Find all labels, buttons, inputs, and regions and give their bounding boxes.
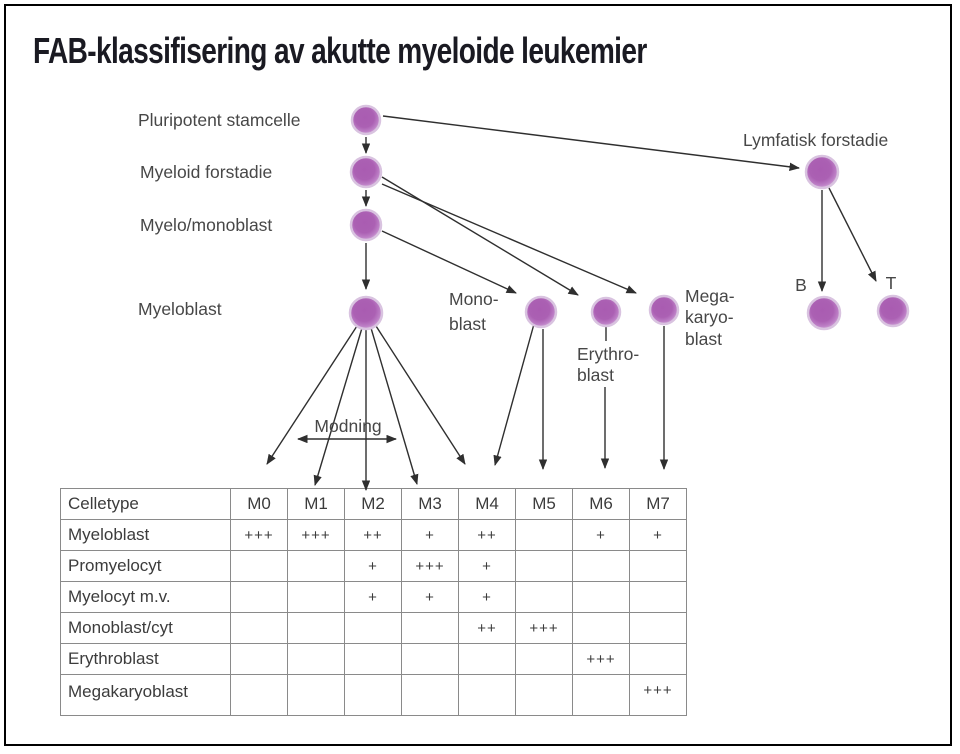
fab-classification-table <box>60 488 687 716</box>
label-modning: Modning <box>314 416 382 436</box>
cell-value: + <box>345 582 402 613</box>
label-erythroblast-line1: Erythro- <box>577 344 640 364</box>
cell-value <box>345 644 402 675</box>
cell-value <box>459 675 516 716</box>
label-megakaryoblast-line1: Mega- <box>685 286 735 306</box>
cell-value <box>345 675 402 716</box>
cell-value <box>231 582 288 613</box>
label-monoblast-line1: Mono- <box>449 289 499 309</box>
label-myeloid-forstadie: Myeloid forstadie <box>140 162 273 182</box>
cell-value: + <box>345 551 402 582</box>
cell-value <box>288 644 345 675</box>
cell-value: + <box>402 520 459 551</box>
row-label: Myelocyt m.v. <box>61 582 231 613</box>
col-header-m6: M6 <box>573 489 630 520</box>
cell-value <box>288 675 345 716</box>
col-header-m2: M2 <box>345 489 402 520</box>
cell-value <box>630 551 687 582</box>
cell-value: +++ <box>573 644 630 675</box>
table-row <box>61 520 687 551</box>
col-header-m3: M3 <box>402 489 459 520</box>
cell-value <box>516 675 573 716</box>
cell-value <box>573 675 630 716</box>
cell-value <box>630 613 687 644</box>
table-row <box>61 644 687 675</box>
cell-value <box>231 613 288 644</box>
table-row <box>61 613 687 644</box>
col-header-m1: M1 <box>288 489 345 520</box>
cell-value <box>516 520 573 551</box>
cell-value <box>402 644 459 675</box>
label-megakaryoblast-line3: blast <box>685 329 722 349</box>
col-header-m4: M4 <box>459 489 516 520</box>
cell-value: + <box>402 582 459 613</box>
cell-value <box>573 551 630 582</box>
cell-value <box>288 582 345 613</box>
cell-value <box>516 551 573 582</box>
label-erythroblast-line2: blast <box>577 365 614 385</box>
cell-value <box>459 644 516 675</box>
cell-value: ++ <box>459 520 516 551</box>
cell-value <box>516 644 573 675</box>
cell-value <box>630 582 687 613</box>
table-header-row <box>61 489 687 520</box>
cell-value: + <box>459 582 516 613</box>
cell-value <box>402 613 459 644</box>
cell-value <box>630 644 687 675</box>
cell-value: ++ <box>345 520 402 551</box>
figure-title: FAB-klassifisering av akutte myeloide leukemier <box>33 30 647 71</box>
label-myelo-monoblast: Myelo/monoblast <box>140 215 273 235</box>
cell-value: ++ <box>459 613 516 644</box>
row-label: Promyelocyt <box>61 551 231 582</box>
cell-value <box>402 675 459 716</box>
cell-value: + <box>573 520 630 551</box>
cell-value <box>573 582 630 613</box>
row-label: Erythroblast <box>61 644 231 675</box>
label-t-cell: T <box>885 273 897 293</box>
cell-value: +++ <box>630 675 687 716</box>
label-myeloblast: Myeloblast <box>138 299 222 319</box>
label-b-cell: B <box>795 275 807 295</box>
col-header-m7: M7 <box>630 489 687 520</box>
table-row <box>61 582 687 613</box>
cell-value: + <box>459 551 516 582</box>
cell-value <box>288 551 345 582</box>
cell-value: +++ <box>288 520 345 551</box>
label-monoblast-line2: blast <box>449 314 486 334</box>
cell-value: +++ <box>402 551 459 582</box>
col-header-celletype: Celletype <box>61 489 231 520</box>
row-label: Monoblast/cyt <box>61 613 231 644</box>
label-megakaryoblast-line2: karyo- <box>685 307 734 327</box>
col-header-m0: M0 <box>231 489 288 520</box>
table-row <box>61 551 687 582</box>
cell-value <box>516 582 573 613</box>
label-lymfatisk-forstadie: Lymfatisk forstadie <box>743 130 889 150</box>
cell-value <box>345 613 402 644</box>
cell-value <box>573 613 630 644</box>
cell-value <box>231 675 288 716</box>
row-label: Megakaryoblast <box>61 675 231 716</box>
cell-value <box>231 644 288 675</box>
cell-value: + <box>630 520 687 551</box>
cell-value: +++ <box>516 613 573 644</box>
col-header-m5: M5 <box>516 489 573 520</box>
cell-value <box>288 613 345 644</box>
label-pluripotent-stamcelle: Pluripotent stamcelle <box>138 110 301 130</box>
table-row <box>61 675 687 716</box>
cell-value <box>231 551 288 582</box>
row-label: Myeloblast <box>61 520 231 551</box>
cell-value: +++ <box>231 520 288 551</box>
